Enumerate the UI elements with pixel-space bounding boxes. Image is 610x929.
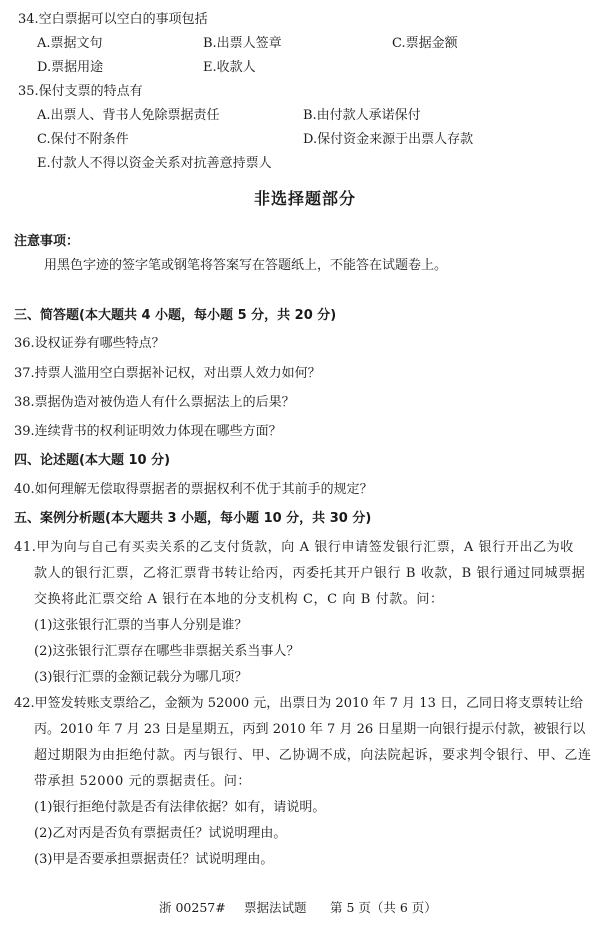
q34-option-d: D.票据用途 xyxy=(37,60,104,75)
q35-stem: 35.保付支票的特点有 xyxy=(18,84,143,99)
notice-text: 用黑色字迹的签字笔或钢笔将答案写在答题纸上，不能答在试题卷上。 xyxy=(44,258,448,273)
q41-line-3: 交换将此汇票交给 A 银行在本地的分支机构 C，C 向 B 付款。问： xyxy=(34,592,444,607)
question-40: 40.如何理解无偿取得票据者的票据权利不优于其前手的规定？ xyxy=(14,482,373,497)
q35-option-d: D.保付资金来源于出票人存款 xyxy=(303,132,474,147)
q42-line-2: 丙。2010 年 7 月 23 日是星期五，丙到 2010 年 7 月 26 日星期一向银行提示付款，被银行以 xyxy=(34,722,586,737)
q42-sub-2: (2)乙对丙是否负有票据责任？试说明理由。 xyxy=(34,826,287,841)
q35-option-e: E.付款人不得以资金关系对抗善意持票人 xyxy=(37,156,272,171)
q41-sub-2: (2)这张银行汇票存在哪些非票据关系当事人？ xyxy=(34,644,300,659)
q41-line-2: 款人的银行汇票，乙将汇票背书转让给丙，丙委托其开户银行 B 收款，B 银行通过同城票据 xyxy=(34,566,586,581)
part5-heading: 五、案例分析题(本大题共 3 小题，每小题 10 分，共 30 分) xyxy=(14,511,372,526)
q35-option-b: B.由付款人承诺保付 xyxy=(303,108,421,123)
question-38: 38.票据伪造对被伪造人有什么票据法上的后果？ xyxy=(14,395,295,410)
q35-option-a: A.出票人、背书人免除票据责任 xyxy=(37,108,220,123)
footer-exam-code: 浙 00257# xyxy=(159,900,226,915)
q34-option-a: A.票据文句 xyxy=(37,36,103,51)
notice-heading: 注意事项： xyxy=(14,234,80,249)
q41-sub-3: (3)银行汇票的金额记载分为哪几项？ xyxy=(34,670,248,685)
question-36: 36.设权证券有哪些特点？ xyxy=(14,336,165,351)
question-39: 39.连续背书的权利证明效力体现在哪些方面？ xyxy=(14,424,282,439)
question-37: 37.持票人滥用空白票据补记权，对出票人效力如何？ xyxy=(14,366,321,381)
q42-line-3: 超过期限为由拒绝付款。丙与银行、甲、乙协调不成，向法院起诉，要求判令银行、甲、乙连 xyxy=(34,748,592,763)
q34-option-b: B.出票人签章 xyxy=(203,36,282,51)
part3-heading: 三、简答题(本大题共 4 小题，每小题 5 分，共 20 分) xyxy=(14,308,337,323)
q35-option-c: C.保付不附条件 xyxy=(37,132,129,147)
q42-sub-1: (1)银行拒绝付款是否有法律依据？如有，请说明。 xyxy=(34,800,326,815)
footer-subject: 票据法试题 xyxy=(244,900,307,915)
part4-heading: 四、论述题(本大题 10 分) xyxy=(14,453,171,468)
q41-line-1: 41.甲为向与自己有买卖关系的乙支付货款，向 A 银行申请签发银行汇票，A 银行开出乙为收 xyxy=(14,540,574,555)
q41-sub-1: (1)这张银行汇票的当事人分别是谁？ xyxy=(34,618,248,633)
footer-page-number: 第 5 页（共 6 页） xyxy=(330,900,437,915)
q34-option-c: C.票据金额 xyxy=(392,36,458,51)
q42-line-1: 42.甲签发转账支票给乙，金额为 52000 元，出票日为 2010 年 7 月 13 日，乙同日将支票转让给 xyxy=(14,696,583,711)
q42-line-4: 带承担 52000 元的票据责任。问： xyxy=(34,774,252,789)
q34-option-e: E.收款人 xyxy=(203,60,256,75)
section-title: 非选择题部分 xyxy=(253,189,356,208)
q34-stem: 34.空白票据可以空白的事项包括 xyxy=(18,12,208,27)
q42-sub-3: (3)甲是否要承担票据责任？试说明理由。 xyxy=(34,852,274,867)
